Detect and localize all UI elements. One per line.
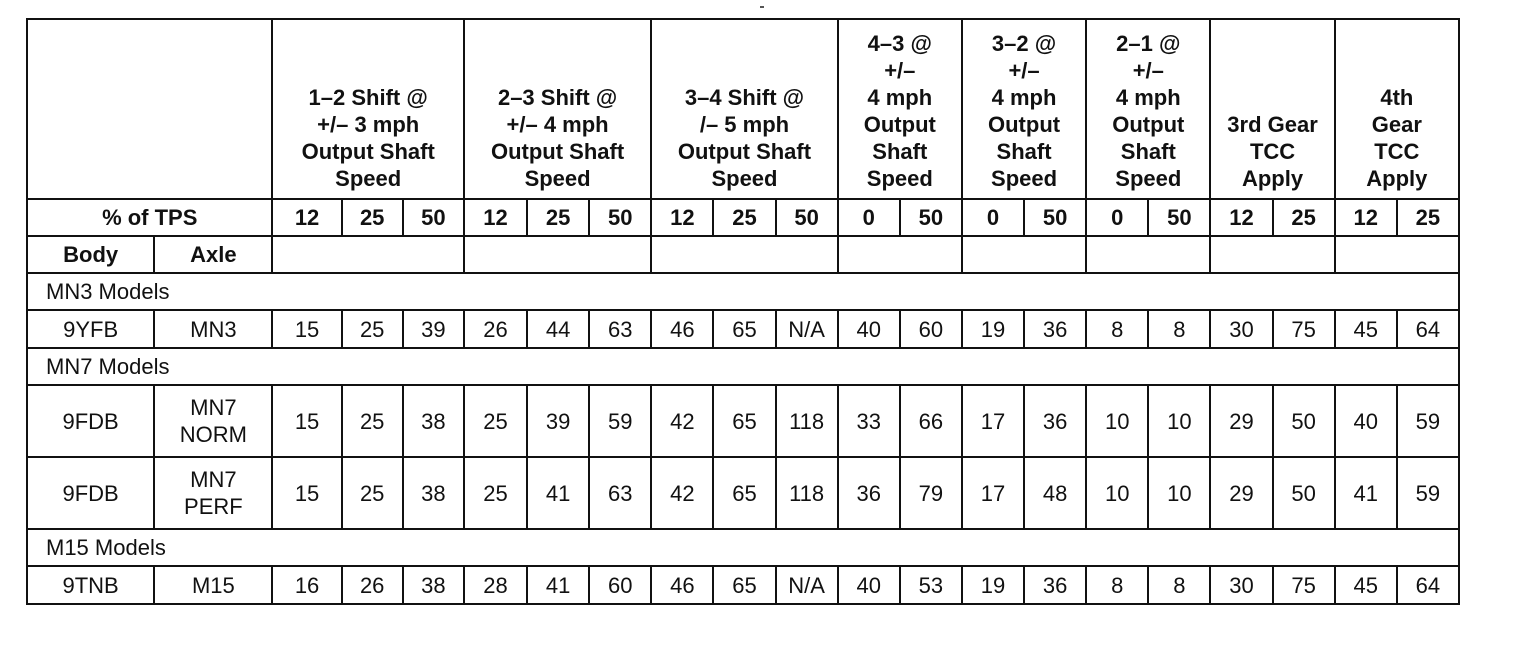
section-header-row xyxy=(27,348,1459,385)
speed-value-cell: 19 xyxy=(962,566,1024,604)
tps-value: 0 xyxy=(838,199,900,236)
speed-value-cell: 40 xyxy=(838,310,900,348)
section-title: MN7 Models xyxy=(27,348,1459,385)
speed-value-cell: 26 xyxy=(342,566,403,604)
speed-value-cell: 26 xyxy=(464,310,527,348)
tps-value: 50 xyxy=(1024,199,1086,236)
body-code-cell: 9FDB xyxy=(27,457,154,529)
speed-value-cell: 42 xyxy=(651,457,713,529)
speed-value-cell: 40 xyxy=(1335,385,1397,457)
axle-cell xyxy=(154,457,272,529)
speed-value-cell: 25 xyxy=(342,457,403,529)
table-row xyxy=(27,310,1459,348)
tps-value: 25 xyxy=(713,199,775,236)
speed-value-cell: 59 xyxy=(589,385,651,457)
axle-column-header: Axle xyxy=(154,236,272,273)
speed-value-cell: 15 xyxy=(272,385,341,457)
speed-value-cell: 8 xyxy=(1086,310,1148,348)
speed-value-cell: 15 xyxy=(272,310,341,348)
header-3-2-downshift: 3–2 @ +/– 4 mph Output Shaft Speed xyxy=(962,19,1086,199)
speed-value-cell: 38 xyxy=(403,457,464,529)
speed-value-cell: 19 xyxy=(962,310,1024,348)
speed-value-cell: 39 xyxy=(527,385,589,457)
table-row xyxy=(27,566,1459,604)
axle-cell xyxy=(154,566,272,604)
body-code-cell: 9FDB xyxy=(27,385,154,457)
header-2-3-shift: 2–3 Shift @ +/– 4 mph Output Shaft Speed xyxy=(464,19,651,199)
speed-value-cell: 118 xyxy=(776,457,838,529)
axle-cell xyxy=(154,310,272,348)
tps-value: 25 xyxy=(527,199,589,236)
tps-value: 25 xyxy=(1397,199,1459,236)
speed-value-cell: 10 xyxy=(1148,457,1210,529)
tps-row xyxy=(27,199,1459,236)
speed-value-cell: 63 xyxy=(589,457,651,529)
axle-line: MN3 xyxy=(190,316,237,342)
speed-value-cell: 38 xyxy=(403,385,464,457)
speed-value-cell: 10 xyxy=(1086,457,1148,529)
speed-value-cell: 65 xyxy=(713,566,775,604)
speed-value-cell: 75 xyxy=(1273,310,1335,348)
header-3rd-gear-tcc: 3rd Gear TCC Apply xyxy=(1210,19,1334,199)
tps-value: 0 xyxy=(1086,199,1148,236)
tps-value: 0 xyxy=(962,199,1024,236)
speed-value-cell: 28 xyxy=(464,566,527,604)
speed-value-cell: 17 xyxy=(962,385,1024,457)
tps-value: 12 xyxy=(1335,199,1397,236)
speed-value-cell: N/A xyxy=(776,566,838,604)
speed-value-cell: 29 xyxy=(1210,457,1272,529)
group-header-row xyxy=(27,19,1459,199)
speed-value-cell: 44 xyxy=(527,310,589,348)
section-title: MN3 Models xyxy=(27,273,1459,310)
speed-value-cell: 46 xyxy=(651,310,713,348)
tps-value: 12 xyxy=(1210,199,1272,236)
speed-value-cell: 65 xyxy=(713,457,775,529)
table-row xyxy=(27,457,1459,529)
empty-cell xyxy=(962,236,1086,273)
speed-value-cell: 36 xyxy=(1024,385,1086,457)
axle-line: MN7 xyxy=(190,395,237,420)
speed-value-cell: 25 xyxy=(464,385,527,457)
speed-value-cell: 65 xyxy=(713,385,775,457)
empty-cell xyxy=(838,236,962,273)
tps-value: 25 xyxy=(342,199,403,236)
body-code-cell: 9YFB xyxy=(27,310,154,348)
header-4-3-downshift: 4–3 @ +/– 4 mph Output Shaft Speed xyxy=(838,19,962,199)
scan-mark xyxy=(760,6,764,8)
tps-value: 50 xyxy=(589,199,651,236)
speed-value-cell: 40 xyxy=(838,566,900,604)
data-body xyxy=(27,273,1459,604)
speed-value-cell: 64 xyxy=(1397,310,1459,348)
shift-speed-table-container xyxy=(26,18,1460,605)
speed-value-cell: 15 xyxy=(272,457,341,529)
axle-line: NORM xyxy=(179,422,247,447)
speed-value-cell: 36 xyxy=(1024,566,1086,604)
tps-value: 12 xyxy=(464,199,527,236)
speed-value-cell: 42 xyxy=(651,385,713,457)
tps-value: 12 xyxy=(272,199,341,236)
speed-value-cell: 60 xyxy=(900,310,962,348)
tps-label: % of TPS xyxy=(27,199,272,236)
empty-cell xyxy=(651,236,837,273)
speed-value-cell: 50 xyxy=(1273,385,1335,457)
axle-line: PERF xyxy=(184,494,243,519)
speed-value-cell: 38 xyxy=(403,566,464,604)
speed-value-cell: 33 xyxy=(838,385,900,457)
tps-value: 50 xyxy=(776,199,838,236)
empty-cell xyxy=(272,236,463,273)
speed-value-cell: 16 xyxy=(272,566,341,604)
tps-value: 25 xyxy=(1273,199,1335,236)
table-row xyxy=(27,385,1459,457)
tps-value: 50 xyxy=(900,199,962,236)
empty-cell xyxy=(1210,236,1334,273)
empty-cell xyxy=(1335,236,1459,273)
header-2-1-downshift: 2–1 @ +/– 4 mph Output Shaft Speed xyxy=(1086,19,1210,199)
section-title: M15 Models xyxy=(27,529,1459,566)
speed-value-cell: 30 xyxy=(1210,566,1272,604)
speed-value-cell: 25 xyxy=(464,457,527,529)
speed-value-cell: 65 xyxy=(713,310,775,348)
tps-value: 50 xyxy=(1148,199,1210,236)
speed-value-cell: 75 xyxy=(1273,566,1335,604)
header-4th-gear-tcc: 4th Gear TCC Apply xyxy=(1335,19,1459,199)
section-header-row xyxy=(27,529,1459,566)
speed-value-cell: 48 xyxy=(1024,457,1086,529)
speed-value-cell: 118 xyxy=(776,385,838,457)
empty-cell xyxy=(1086,236,1210,273)
axle-line: M15 xyxy=(191,572,235,598)
section-header-row xyxy=(27,273,1459,310)
speed-value-cell: 63 xyxy=(589,310,651,348)
body-code-cell: 9TNB xyxy=(27,566,154,604)
speed-value-cell: 45 xyxy=(1335,566,1397,604)
tps-value: 50 xyxy=(403,199,464,236)
speed-value-cell: 36 xyxy=(838,457,900,529)
speed-value-cell: 8 xyxy=(1148,566,1210,604)
speed-value-cell: 41 xyxy=(527,566,589,604)
speed-value-cell: 79 xyxy=(900,457,962,529)
speed-value-cell: 50 xyxy=(1273,457,1335,529)
body-column-header: Body xyxy=(27,236,154,273)
speed-value-cell: 8 xyxy=(1148,310,1210,348)
speed-value-cell: 10 xyxy=(1148,385,1210,457)
empty-cell xyxy=(464,236,651,273)
speed-value-cell: 66 xyxy=(900,385,962,457)
speed-value-cell: 41 xyxy=(527,457,589,529)
speed-value-cell: 25 xyxy=(342,385,403,457)
speed-value-cell: 29 xyxy=(1210,385,1272,457)
speed-value-cell: 60 xyxy=(589,566,651,604)
speed-value-cell: 8 xyxy=(1086,566,1148,604)
axle-cell xyxy=(154,385,272,457)
tps-value: 12 xyxy=(651,199,713,236)
speed-value-cell: 59 xyxy=(1397,385,1459,457)
speed-value-cell: 45 xyxy=(1335,310,1397,348)
speed-value-cell: 25 xyxy=(342,310,403,348)
body-axle-header-row xyxy=(27,236,1459,273)
axle-line: MN7 xyxy=(190,467,237,492)
speed-value-cell: N/A xyxy=(776,310,838,348)
header-3-4-shift: 3–4 Shift @ /– 5 mph Output Shaft Speed xyxy=(651,19,837,199)
speed-value-cell: 39 xyxy=(403,310,464,348)
speed-value-cell: 30 xyxy=(1210,310,1272,348)
header-1-2-shift: 1–2 Shift @ +/– 3 mph Output Shaft Speed xyxy=(272,19,463,199)
speed-value-cell: 53 xyxy=(900,566,962,604)
speed-value-cell: 59 xyxy=(1397,457,1459,529)
speed-value-cell: 46 xyxy=(651,566,713,604)
corner-cell xyxy=(27,19,272,199)
speed-value-cell: 64 xyxy=(1397,566,1459,604)
speed-value-cell: 10 xyxy=(1086,385,1148,457)
speed-value-cell: 36 xyxy=(1024,310,1086,348)
shift-speed-table xyxy=(26,18,1460,605)
speed-value-cell: 41 xyxy=(1335,457,1397,529)
speed-value-cell: 17 xyxy=(962,457,1024,529)
